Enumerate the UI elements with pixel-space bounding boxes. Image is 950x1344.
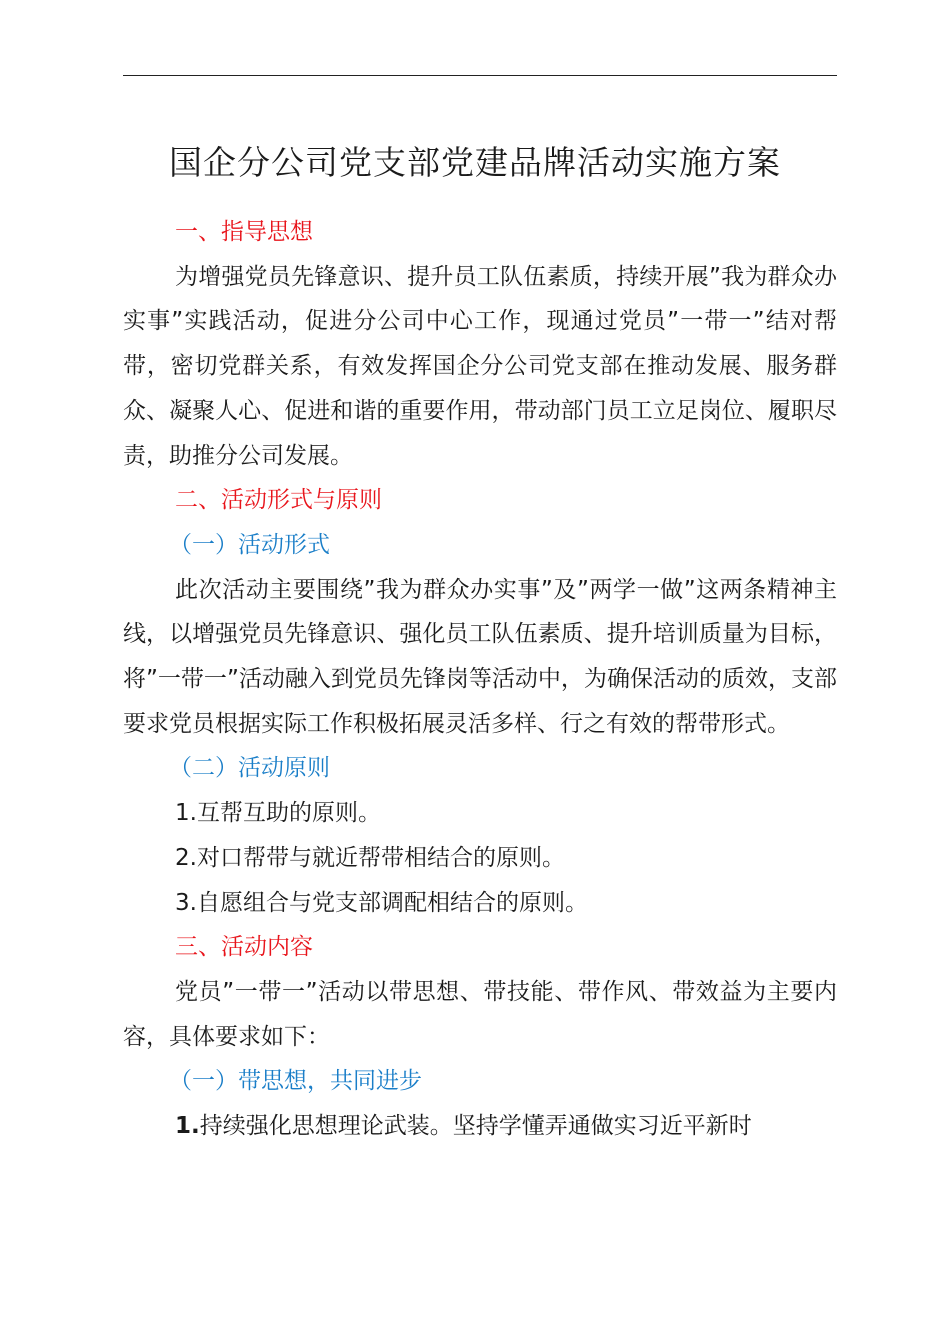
document-title: 国企分公司党支部党建品牌活动实施方案 — [169, 143, 781, 182]
document-body — [123, 210, 837, 1149]
section-heading-1: 一、指导思想 — [175, 219, 313, 245]
subheading-activity-principle: （二）活动原则 — [169, 755, 330, 782]
item-number: 1. — [175, 1113, 200, 1140]
subheading-activity-form: （一）活动形式 — [169, 531, 330, 558]
item-text: 持续强化思想理论武装。坚持学懂弄通做实习近平新时 — [199, 1113, 752, 1140]
paragraph-item-1 — [123, 1104, 837, 1149]
header-rule — [123, 75, 837, 76]
paragraph-activity-content: 党员”一带一”活动以带思想、带技能、带作风、带效益为主要内容，具体要求如下： — [123, 978, 837, 1050]
subheading-thought: （一）带思想，共同进步 — [169, 1068, 422, 1095]
list-item: 3.自愿组合与党支部调配相结合的原则。 — [175, 889, 588, 916]
list-item: 1.互帮互助的原则。 — [175, 800, 381, 827]
paragraph-activity-form: 此次活动主要围绕”我为群众办实事”及”两学一做”这两条精神主线，以增强党员先锋意识、强化员工队伍素质、提升培训质量为目标，将”一带一”活动融入到党员先锋岗等活动中，为确保活动的质效，支部要求党员根据实际工作积极拓展灵活多样、行之有效的帮带形式。 — [123, 576, 837, 737]
section-heading-3: 三、活动内容 — [175, 934, 313, 961]
paragraph-guiding-thought: 为增强党员先锋意识、提升员工队伍素质，持续开展”我为群众办实事”实践活动，促进分公司中心工作，现通过党员”一带一”结对帮带，密切党群关系，有效发挥国企分公司党支部在推动发展、服务群众、凝聚人心、促进和谐的重要作用，带动部门员工立足岗位、履职尽责，助推分公司发展。 — [123, 263, 837, 469]
list-item: 2.对口帮带与就近帮带相结合的原则。 — [175, 844, 565, 871]
section-heading-2: 二、活动形式与原则 — [175, 487, 382, 514]
